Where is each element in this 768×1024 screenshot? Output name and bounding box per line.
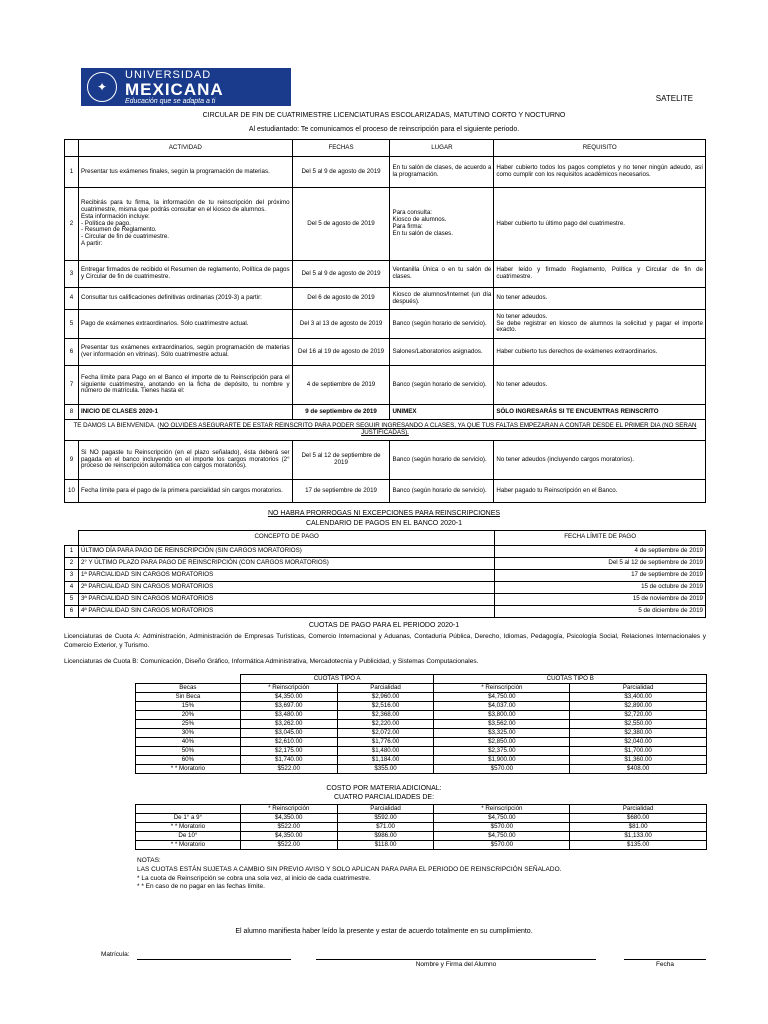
calendar-number: 6: [65, 605, 79, 617]
fee-amount: $1,133.00: [570, 832, 707, 841]
activity-description: Pago de exámenes extraordinarios. Sólo cuatrimestre actual.: [78, 310, 292, 339]
calendar-row: [65, 581, 706, 593]
calendar-number: 5: [65, 593, 79, 605]
payment-concept: 1ª PARCIALIDAD SIN CARGOS MORATORIOS: [78, 569, 494, 581]
activity-description: Fecha límite para el pago de la primera parcialidad sin cargos moratorios.: [78, 480, 292, 503]
fee-amount: $1,700.00: [570, 747, 707, 756]
welcome-text: TE DAMOS LA BIENVENIDA. (: [73, 422, 160, 430]
col-parcialidad-b: Parcialidad: [570, 684, 707, 693]
notes-block: [137, 857, 561, 892]
fee-amount: $522.00: [240, 823, 337, 832]
calendar-number: 4: [65, 581, 79, 593]
note-line: * * En caso de no pagar en las fechas límite.: [137, 883, 265, 891]
welcome-row: [65, 420, 706, 441]
fee-row: [136, 756, 707, 765]
fee-label: De 1° a 9°: [136, 814, 241, 823]
fee-row: [136, 814, 707, 823]
fee-amount: $592.00: [337, 814, 434, 823]
fee-amount: $986.00: [337, 832, 434, 841]
activity-requirement: No tener adeudos (incluyendo cargos moratorios).: [494, 441, 706, 480]
calendar-row: [65, 593, 706, 605]
date-label: Fecha: [655, 961, 675, 968]
seal-icon: ✦: [87, 72, 117, 102]
activity-row: [65, 310, 706, 339]
activity-requirement: SÓLO INGRESARÁS SI TE ENCUENTRAS REINSCRITO: [494, 405, 706, 420]
campus-name: SATELITE: [655, 94, 693, 103]
fee-amount: $2,516.00: [337, 702, 434, 711]
fee-row: [136, 720, 707, 729]
activity-dates: 17 de septiembre de 2019: [292, 480, 390, 503]
fee-amount: $4,350.00: [240, 832, 337, 841]
fee-row: [136, 711, 707, 720]
fee-amount: $3,697.00: [240, 702, 337, 711]
payment-concept: 2° Y ÚLTIMO PLAZO PARA PAGO DE REINSCRIPCIÓN (CON CARGOS MORATORIOS): [78, 557, 494, 569]
fee-amount: $408.00: [570, 765, 707, 774]
activity-requirement: Haber leído y firmado Reglamento, Política y Circular de fin de cuatrimestre.: [494, 261, 706, 288]
activity-place: Para consulta: Kiosco de alumnos. Para firma: En tu salón de clases.: [390, 188, 494, 261]
col-parcialidad-b: Parcialidad: [570, 805, 707, 814]
circular-title: CIRCULAR DE FIN DE CUATRIMESTRE LICENCIATURAS ESCOLARIZADAS, MATUTINO CORTO Y NOCTURNO: [202, 112, 566, 119]
activity-description: INICIO DE CLASES 2020-1: [78, 405, 292, 420]
activity-place: Ventanilla Única o en tu salón de clases.: [390, 261, 494, 288]
university-logo: [81, 68, 291, 106]
no-extensions-notice: NO HABRA PRORROGAS NI EXCEPCIONES PARA REINSCRIPCIONES: [267, 510, 501, 517]
activity-dates: 9 de septiembre de 2019: [292, 405, 390, 420]
fee-amount: $135.00: [570, 841, 707, 850]
logo-slogan: Educación que se adapta a ti: [125, 97, 216, 105]
fee-amount: $2,850.00: [434, 738, 570, 747]
col-becas: Becas: [136, 684, 241, 693]
activity-place: Banco (según horario de servicio).: [390, 441, 494, 480]
fee-label: * * Moratorio: [136, 841, 241, 850]
col-fecha-limite: FECHA LÍMITE DE PAGO: [495, 531, 706, 546]
fee-amount: $2,040.00: [570, 738, 707, 747]
activity-row: [65, 188, 706, 261]
fee-row: [136, 738, 707, 747]
activity-dates: Del 6 de agosto de 2019: [292, 288, 390, 310]
fee-amount: $2,375.00: [434, 747, 570, 756]
fee-amount: $2,550.00: [570, 720, 707, 729]
activity-row: [65, 480, 706, 503]
activity-row: [65, 157, 706, 188]
activity-number: 3: [65, 261, 79, 288]
fee-amount: $1,740.00: [240, 756, 337, 765]
fee-amount: $2,072.00: [337, 729, 434, 738]
cuota-b-text: Licenciaturas de Cuota B: Comunicación, Diseño Gráfico, Informática Administrativa, Mercadotecnia y Publicidad, y Sistemas Computacionales.: [64, 658, 479, 665]
activity-place: En tu salón de clases, de acuerdo a la programación.: [390, 157, 494, 188]
fee-label: * * Moratorio: [136, 823, 241, 832]
activity-requirement: Haber cubierto todos los pagos completos y no tener ningún adeudo, así como cumplir con los requisitos académicos necesarios.: [494, 157, 706, 188]
fee-row: [136, 693, 707, 702]
note-line: LAS CUOTAS ESTÁN SUJETAS A CAMBIO SIN PREVIO AVISO Y SOLO APLICAN PARA PARA EL PERIODO DE REINSCRIPCIÓN SEÑALADO.: [137, 865, 562, 873]
activity-dates: 4 de septiembre de 2019: [292, 366, 390, 405]
col-reinscripcion-b: * Reinscripción: [434, 805, 570, 814]
col-reinscripcion-b: * Reinscripción: [434, 684, 570, 693]
payment-deadline: 5 de diciembre de 2019: [495, 605, 706, 617]
welcome-warning: NO OLVIDES ASEGURARTE DE ESTAR REINSCRITO PARA PODER SEGUIR INGRESANDO A CLASES, YA QUE TUS FALTAS EMPEZARAN A CONTAR DESDE EL PRIMER DIA (NO SERAN JUSTIFICADAS).: [159, 422, 697, 436]
activity-row: [65, 261, 706, 288]
activity-place: UNIMEX: [390, 405, 494, 420]
activity-dates: Del 16 al 19 de agosto de 2019: [292, 339, 390, 366]
note-line: * La cuota de Reinscripción se cobra una sola vez, al inicio de cada cuatrimestre.: [137, 874, 371, 882]
fee-amount: $4,750.00: [434, 832, 570, 841]
activity-dates: Del 3 al 13 de agosto de 2019: [292, 310, 390, 339]
fee-amount: $3,045.00: [240, 729, 337, 738]
calendar-row: [65, 545, 706, 557]
activity-row: [65, 366, 706, 405]
payment-concept: 2ª PARCIALIDAD SIN CARGOS MORATORIOS: [78, 581, 494, 593]
fee-amount: $3,325.00: [434, 729, 570, 738]
fee-amount: $81.00: [570, 823, 707, 832]
activity-requirement: No tener adeudos.: [494, 366, 706, 405]
activity-number: 9: [65, 441, 79, 480]
activity-number: 4: [65, 288, 79, 310]
activity-place: Banco (según horario de servicio).: [390, 480, 494, 503]
col-requisito: REQUISITO: [494, 140, 706, 157]
payment-deadline: 15 de octubre de 2019: [495, 581, 706, 593]
fee-row: [136, 841, 707, 850]
signature-label: Nombre y Firma del Alumno: [415, 961, 497, 968]
activity-dates: Del 5 al 9 de agosto de 2019: [292, 261, 390, 288]
fee-label: Sin Beca: [136, 693, 241, 702]
fee-row: [136, 765, 707, 774]
fee-amount: $4,350.00: [240, 693, 337, 702]
col-fechas: FECHAS: [292, 140, 390, 157]
activity-number: 7: [65, 366, 79, 405]
activity-requirement: No tener adeudos. Se debe registrar en kiosco de alumnos la solicitud y pagar el importe exacto.: [494, 310, 706, 339]
fee-amount: $3,480.00: [240, 711, 337, 720]
cuota-a-text: Licenciaturas de Cuota A: Administración, Administración de Empresas Turísticas, Comercio Internacional y Aduanas, Contaduría Pública, Derecho, Idiomas, Pedagogía, Psicología Social, Relaciones Internacionales y Comercio Exterior, y Turismo.: [64, 633, 706, 650]
activity-dates: Del 5 al 12 de septiembre de 2019: [292, 441, 390, 480]
fee-amount: $570.00: [434, 823, 570, 832]
fee-label: De 10°: [136, 832, 241, 841]
matricula-line[interactable]: [137, 959, 291, 960]
activity-row: [65, 339, 706, 366]
fee-amount: $3,800.00: [434, 711, 570, 720]
activity-requirement: Haber cubierto tu último pago del cuatrimestre.: [494, 188, 706, 261]
calendar-row: [65, 557, 706, 569]
agreement-statement: El alumno manifiesta haber leído la presente y estar de acuerdo totalmente en su cumplimiento.: [235, 928, 533, 935]
fee-amount: $2,890.00: [570, 702, 707, 711]
fee-amount: $1,480.00: [337, 747, 434, 756]
fee-amount: $4,037.00: [434, 702, 570, 711]
fee-row: [136, 832, 707, 841]
group-a-header: CUOTAS TIPO A: [240, 675, 434, 684]
activity-place: Salones/Laboratorios asignados.: [390, 339, 494, 366]
activity-place: Banco (según horario de servicio).: [390, 366, 494, 405]
activities-table: [64, 139, 706, 503]
payment-deadline: Del 5 al 12 de septiembre de 2019: [495, 557, 706, 569]
payment-deadline: 17 de septiembre de 2019: [495, 569, 706, 581]
activity-dates: Del 5 de agosto de 2019: [292, 188, 390, 261]
activity-place: Banco (según horario de servicio).: [390, 310, 494, 339]
group-b-header: CUOTAS TIPO B: [434, 675, 707, 684]
col-concepto: CONCEPTO DE PAGO: [78, 531, 494, 546]
fee-amount: $522.00: [240, 841, 337, 850]
fee-label: 60%: [136, 756, 241, 765]
fee-amount: $71.00: [337, 823, 434, 832]
fee-amount: $4,750.00: [434, 814, 570, 823]
col-reinscripcion-a: * Reinscripción: [240, 684, 337, 693]
fees-title: CUOTAS DE PAGO PARA EL PERIODO 2020-1: [308, 622, 460, 629]
extra-cost-title: COSTO POR MATERIA ADICIONAL:: [326, 785, 442, 792]
fee-amount: $2,368.00: [337, 711, 434, 720]
fee-amount: $2,960.00: [337, 693, 434, 702]
activity-description: Fecha límite para Pago en el Banco el importe de tu Reinscripción para el siguiente cuatrimestre, anotando en la ficha de depósito, tu nombre y número de matrícula. Tienes hasta el:: [78, 366, 292, 405]
fee-amount: $2,220.00: [337, 720, 434, 729]
fee-row: [136, 823, 707, 832]
fee-amount: $522.00: [240, 765, 337, 774]
activity-number: 5: [65, 310, 79, 339]
activity-place: Kiosco de alumnos/Internet (un día después).: [390, 288, 494, 310]
col-reinscripcion-a: * Reinscripción: [240, 805, 337, 814]
fees-table: [135, 674, 707, 774]
activity-number: 1: [65, 157, 79, 188]
intro-text: Al estudiantado: Te comunicamos el proceso de reinscripción para el siguiente periodo.: [248, 126, 520, 133]
payment-deadline: 4 de septiembre de 2019: [495, 545, 706, 557]
fee-amount: $1,900.00: [434, 756, 570, 765]
col-actividad: ACTIVIDAD: [78, 140, 292, 157]
fee-amount: $1,776.00: [337, 738, 434, 747]
col-parcialidad-a: Parcialidad: [337, 684, 434, 693]
fee-label: 40%: [136, 738, 241, 747]
notes-heading: NOTAS:: [137, 857, 161, 864]
activity-description: Entregar firmados de recibido el Resumen de reglamento, Política de pagos y Circular de fin de cuatrimestre.: [78, 261, 292, 288]
payment-deadline: 15 de noviembre de 2019: [495, 593, 706, 605]
fee-amount: $680.00: [570, 814, 707, 823]
calendar-row: [65, 605, 706, 617]
fee-amount: $3,562.00: [434, 720, 570, 729]
fee-row: [136, 729, 707, 738]
calendar-title: CALENDARIO DE PAGOS EN EL BANCO 2020-1: [306, 520, 462, 527]
fee-amount: $2,175.00: [240, 747, 337, 756]
fee-row: [136, 747, 707, 756]
fee-amount: $2,610.00: [240, 738, 337, 747]
calendar-number: 3: [65, 569, 79, 581]
activity-requirement: Haber cubierto tus derechos de exámenes extraordinarios.: [494, 339, 706, 366]
fee-amount: $1,184.00: [337, 756, 434, 765]
fee-amount: $2,720.00: [570, 711, 707, 720]
fee-row: [136, 702, 707, 711]
activity-description: Si NO pagaste tu Reinscripción (en el plazo señalado), ésta deberá ser pagada en el banco incluyendo en el importe los cargos moratorios (2° proceso de reinscripción automática con cargos moratorios).: [78, 441, 292, 480]
activity-number: 6: [65, 339, 79, 366]
calendar-row: [65, 569, 706, 581]
signature-line[interactable]: [316, 959, 596, 960]
activity-description: Presentar tus exámenes finales, según la programación de materias.: [78, 157, 292, 188]
matricula-label: Matrícula:: [101, 951, 130, 958]
fee-amount: $118.00: [337, 841, 434, 850]
activity-description: Consultar tus calificaciones definitivas ordinarias (2019-3) a partir:: [78, 288, 292, 310]
activity-description: Recibirás para tu firma, la información de tu reinscripción del próximo cuatrimestre, misma que podrás consultar en el kiosco de alumnos. Esta información incluye: - Política de pago. - Resumen de Reglamento. - Circular de fin de cuatrimestre. A partir:: [78, 188, 292, 261]
logo-name: MEXICANA: [125, 79, 224, 99]
col-lugar: LUGAR: [390, 140, 494, 157]
activity-row: [65, 405, 706, 420]
fee-amount: $4,750.00: [434, 693, 570, 702]
activity-row: [65, 288, 706, 310]
extra-cost-table: [135, 804, 707, 850]
calendar-number: 1: [65, 545, 79, 557]
fee-amount: $570.00: [434, 841, 570, 850]
fee-amount: $3,262.00: [240, 720, 337, 729]
calendar-header: [65, 531, 706, 546]
fee-amount: $4,350.00: [240, 814, 337, 823]
fee-amount: $1,360.00: [570, 756, 707, 765]
fee-label: 20%: [136, 711, 241, 720]
extra-cost-subtitle: CUATRO PARCIALIDADES DE:: [333, 794, 435, 801]
fee-amount: $570.00: [434, 765, 570, 774]
payment-concept: 3ª PARCIALIDAD SIN CARGOS MORATORIOS: [78, 593, 494, 605]
activity-row: [65, 441, 706, 480]
payment-concept: ÚLTIMO DÍA PARA PAGO DE REINSCRIPCIÓN (SIN CARGOS MORATORIOS): [78, 545, 494, 557]
payment-concept: 4ª PARCIALIDAD SIN CARGOS MORATORIOS: [78, 605, 494, 617]
fee-label: 15%: [136, 702, 241, 711]
activities-header: [65, 140, 706, 157]
activity-number: 8: [65, 405, 79, 420]
activity-number: 10: [65, 480, 79, 503]
fee-amount: $2,380.00: [570, 729, 707, 738]
fee-label: * * Moratorio: [136, 765, 241, 774]
logo-university: UNIVERSIDAD: [125, 68, 212, 81]
fee-amount: $3,400.00: [570, 693, 707, 702]
activity-dates: Del 5 al 9 de agosto de 2019: [292, 157, 390, 188]
fee-label: 25%: [136, 720, 241, 729]
calendar-number: 2: [65, 557, 79, 569]
activity-requirement: Haber pagado tu Reinscripción en el Banco.: [494, 480, 706, 503]
fee-label: 50%: [136, 747, 241, 756]
calendar-table: [64, 530, 706, 618]
col-parcialidad-a: Parcialidad: [337, 805, 434, 814]
fee-amount: $355.00: [337, 765, 434, 774]
activity-description: Presentar tus exámenes extraordinarios, según programación de materias (ver información en vitrinas). Sólo cuatrimestre actual.: [78, 339, 292, 366]
activity-requirement: No tener adeudos.: [494, 288, 706, 310]
fee-label: 30%: [136, 729, 241, 738]
activity-number: 2: [65, 188, 79, 261]
date-line[interactable]: [624, 959, 706, 960]
